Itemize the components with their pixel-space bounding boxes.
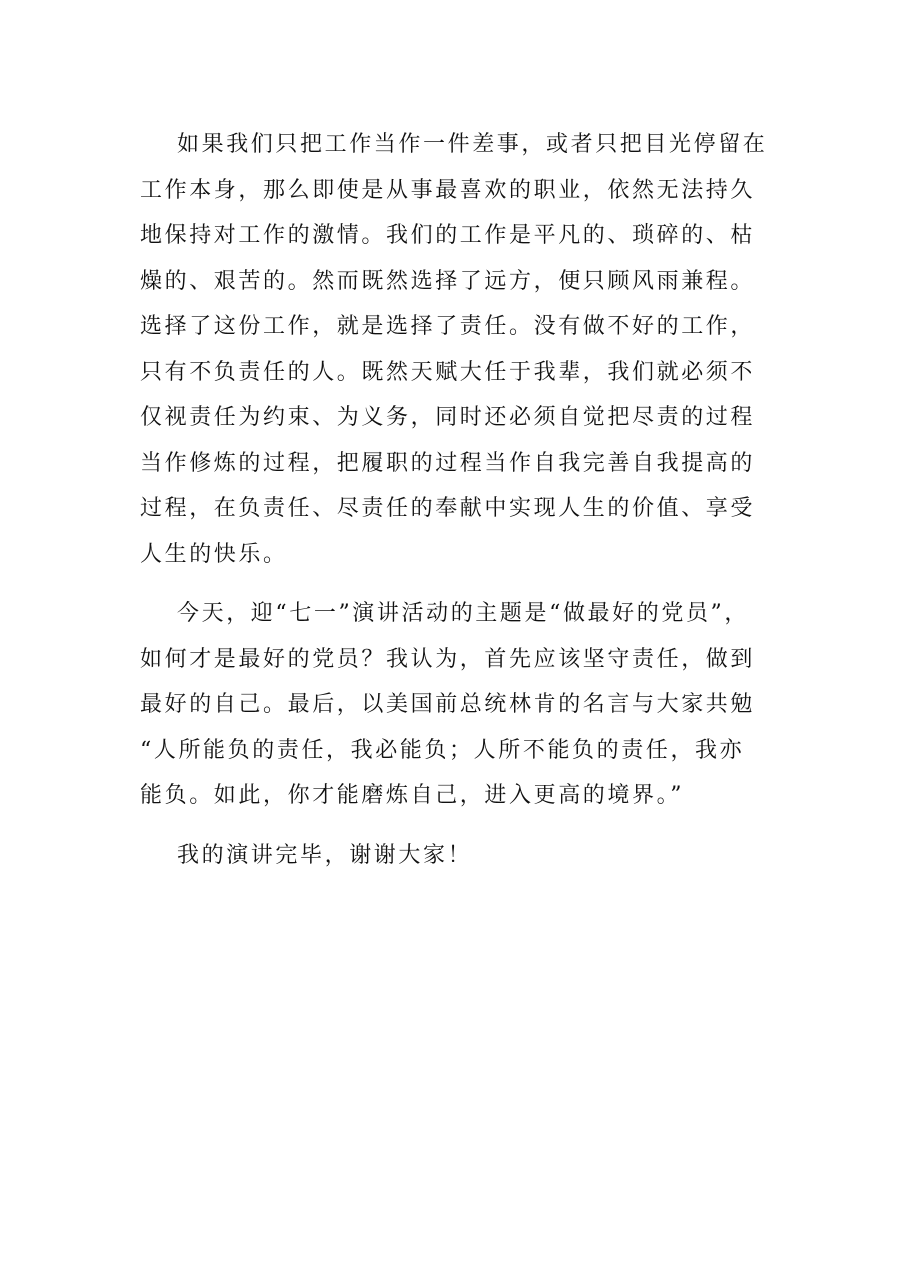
paragraph-line: 过程，在负责任、尽责任的奉献中实现人生的价值、享受 (140, 496, 756, 521)
paragraph-line: 选择了这份工作，就是选择了责任。没有做不好的工作， (140, 314, 756, 339)
paragraph-spacing (140, 577, 780, 591)
paragraph-line: 地保持对工作的激情。我们的工作是平凡的、琐碎的、枯 (140, 223, 756, 248)
paragraph-line: 最好的自己。最后，以美国前总统林肯的名言与大家共勉 (140, 692, 756, 717)
paragraph-spacing (140, 819, 780, 833)
paragraph-line: 我的演讲完毕，谢谢大家！ (177, 842, 473, 868)
paragraph-line: 燥的、艰苦的。然而既然选择了远方，便只顾风雨兼程。 (140, 268, 756, 294)
paragraph-line: 当作修炼的过程，把履职的过程当作自我完善自我提高的 (140, 450, 756, 476)
paragraph-line: 能负。如此，你才能磨炼自己，进入更高的境界。” (140, 783, 685, 808)
paragraph-line: 如何才是最好的党员？我认为，首先应该坚守责任，做到 (140, 646, 756, 672)
paragraph-responsibility (140, 122, 780, 577)
paragraph-line: “人所能负的责任，我必能负；人所不能负的责任，我亦 (140, 737, 745, 763)
paragraph-line: 仅视责任为约束、为义务，同时还必须自觉把尽责的过程 (140, 405, 756, 430)
document-body (140, 122, 780, 878)
paragraph-line: 人生的快乐。 (140, 541, 288, 567)
paragraph-line: 只有不负责任的人。既然天赋大任于我辈，我们就必须不 (140, 359, 756, 385)
paragraph-line: 今天，迎“七一”演讲活动的主题是“做最好的党员”， (177, 601, 749, 626)
paragraph-line: 工作本身，那么即使是从事最喜欢的职业，依然无法持久 (140, 177, 756, 203)
paragraph-line: 如果我们只把工作当作一件差事，或者只把目光停留在 (177, 132, 768, 157)
paragraph-theme (140, 591, 780, 819)
paragraph-closing (140, 833, 780, 879)
